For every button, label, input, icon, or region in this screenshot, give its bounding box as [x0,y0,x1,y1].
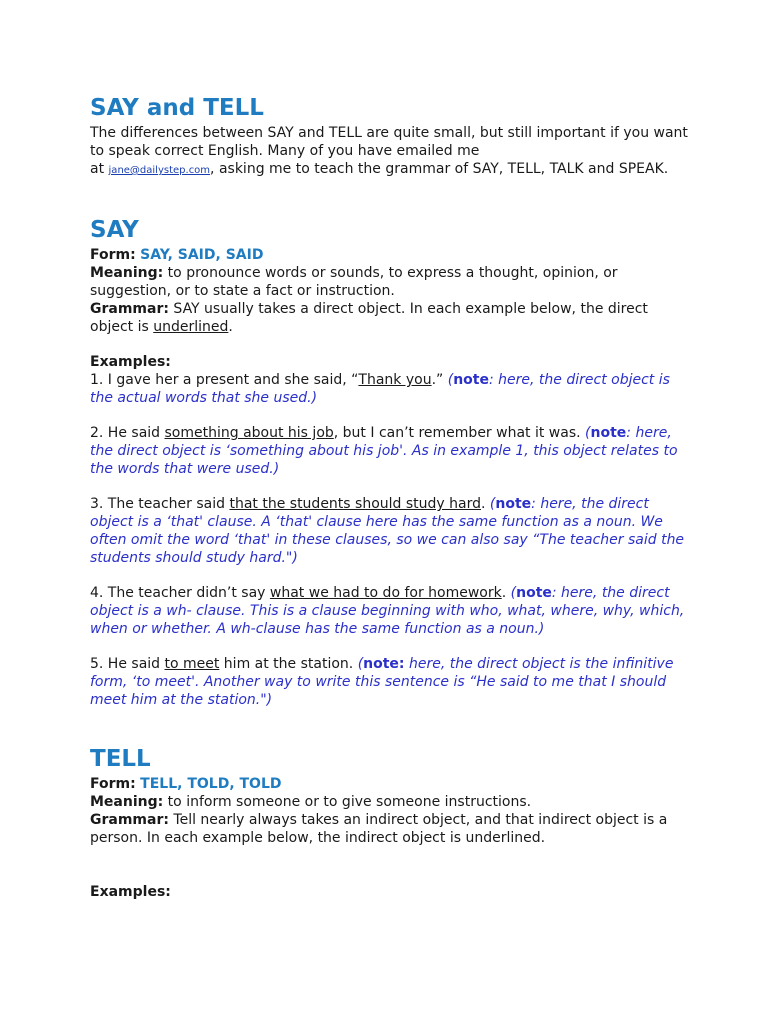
say-examples-label: Examples: [90,354,171,370]
intro-text: The differences between SAY and TELL are quite small, but still important if you want to speak correct English. Many of you have emailed me [90,125,688,159]
example-text: him at the station. [219,656,358,672]
example-text: . [481,496,490,512]
note: (note: here, the direct object is a wh- clause. This is a clause beginning with who, what, where, why, which, when or whether. A wh-clause has the same function as a noun.) [90,585,685,637]
form-value: SAY, SAID, SAID [140,247,264,263]
note-label: note [590,425,627,441]
example-text: .” [431,372,448,388]
example-text: 1. I gave her a present and she said, “ [90,372,359,388]
form-label: Form: [90,776,136,792]
example-text: 3. The teacher said [90,496,230,512]
document-page [90,94,690,901]
say-heading: SAY [90,217,139,243]
example-text: 5. He said [90,656,165,672]
direct-object: to meet [164,656,220,672]
tell-heading: TELL [90,746,151,772]
note-label: note [453,372,489,388]
email-link[interactable]: jane@dailystep.com [108,165,211,176]
example-text: 4. The teacher didn’t say [90,585,270,601]
note-label: note [516,585,552,601]
meaning-label: Meaning: [90,265,164,281]
meaning-text: to inform someone or to give someone instructions. [163,794,532,810]
grammar-label: Grammar: [90,301,169,317]
say-grammar [90,300,690,336]
intro-paragraph [90,124,690,180]
note-label: note [495,496,532,512]
grammar-text: SAY usually takes a direct object. In each example below, the direct object is [90,301,648,335]
form-value: TELL, TOLD, TOLD [140,776,282,792]
grammar-label: Grammar: [90,812,169,828]
grammar-end: . [228,319,233,335]
page-title: SAY and TELL [90,95,264,121]
grammar-underlined: underlined [153,319,229,335]
say-form [90,246,690,264]
example-text: 2. He said [90,425,165,441]
example-3 [90,495,690,567]
example-2 [90,424,690,478]
form-label: Form: [90,247,136,263]
grammar-text: Tell nearly always takes an indirect object, and that indirect object is a person. In each example below, the indirect object is underlined. [90,812,668,846]
example-4 [90,584,690,638]
direct-object: that the students should study hard [229,496,481,512]
note: (note: here, the direct object is the actual words that she used.) [90,372,670,406]
note: (note: here, the direct object is the infinitive form, ‘to meet'. Another way to write this sentence is “He said to me that I should meet him at the station.") [90,656,674,708]
intro-text-2: , asking me to teach the grammar of SAY, TELL, TALK and SPEAK. [210,161,669,177]
note: (note: here, the direct object is a ‘that' clause. A ‘that' clause here has the same function as a noun. We often omit the word ‘that' in these clauses, so we can also say “The teacher said the students should study hard.") [90,496,685,566]
example-text: , but I can’t remember what it was. [333,425,586,441]
meaning-text: to pronounce words or sounds, to express a thought, opinion, or suggestion, or to state a fact or instruction. [90,265,618,299]
note-label: note: [363,656,405,672]
direct-object: something about his job [164,425,334,441]
tell-examples-label: Examples: [90,884,171,900]
direct-object: Thank you [358,372,432,388]
example-5 [90,655,690,709]
intro-at: at [90,161,109,177]
example-1 [90,371,690,407]
tell-meaning [90,793,690,811]
note: (note: here, the direct object is ‘something about his job'. As in example 1, this object relates to the words that were used.) [90,425,678,477]
meaning-label: Meaning: [90,794,164,810]
tell-form [90,775,690,793]
direct-object: what we had to do for homework [269,585,502,601]
example-text: . [501,585,511,601]
say-meaning [90,264,690,300]
tell-grammar [90,811,690,847]
